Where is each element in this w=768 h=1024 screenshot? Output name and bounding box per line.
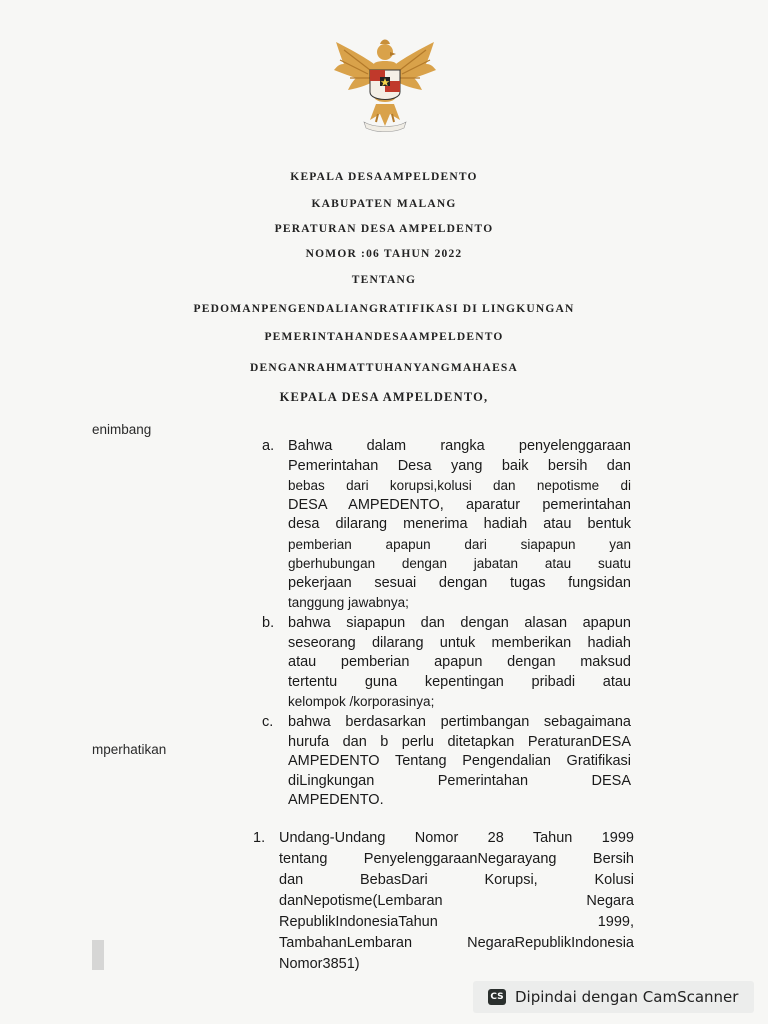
camscanner-text: Dipindai dengan CamScanner <box>515 988 739 1006</box>
header-subject-line2: PEMERINTAHANDESAAMPELDENTO <box>264 331 504 343</box>
legal-basis-1-marker: 1. <box>253 830 266 846</box>
consideration-b-line: seseorang dilarang untuk memberikan hadiah <box>288 634 631 651</box>
label-memperhatikan: mperhatikan <box>92 742 167 757</box>
consideration-a-line: DESA AMPEDENTO, aparatur pemerintahan <box>288 496 631 513</box>
consideration-c-marker: c. <box>262 714 274 730</box>
legal-basis-1-line: Undang-Undang Nomor 28 Tahun 1999 <box>279 830 634 846</box>
consideration-b-line: atau pemberian apapun dengan maksud <box>288 654 631 670</box>
consideration-a-line: gberhubungan dengan jabatan atau suatu <box>288 556 631 571</box>
camscanner-logo-icon: CS <box>488 989 506 1005</box>
header-regulation-type: PERATURAN DESA AMPELDENTO <box>274 223 494 235</box>
legal-basis-1-line: danNepotisme(Lembaran Negara <box>279 893 634 909</box>
consideration-a-line: pemberian apapun dari siapapun yan <box>288 536 631 552</box>
header-authority: KEPALA DESA AMPELDENTO, <box>279 390 489 404</box>
legal-basis-1-line: dan BebasDari Korupsi, Kolusi <box>279 872 634 888</box>
consideration-a-line: Pemerintahan Desa yang baik bersih dan <box>288 457 631 474</box>
consideration-a-marker: a. <box>262 438 275 454</box>
camscanner-badge <box>473 981 754 1013</box>
header-tentang: TENTANG <box>351 274 417 286</box>
garuda-emblem-icon <box>330 30 440 135</box>
consideration-c-line: AMPEDENTO. <box>288 792 384 808</box>
legal-basis-1-line: RepublikIndonesiaTahun 1999, <box>279 914 634 930</box>
legal-basis-1-line: Nomor3851) <box>279 956 360 972</box>
consideration-b-line: kelompok /korporasinya; <box>288 694 435 709</box>
consideration-a-line: tanggung jawabnya; <box>288 595 409 610</box>
consideration-c-line: hurufa dan b perlu ditetapkan PeraturanDESA <box>288 733 631 750</box>
header-regulation-number: NOMOR :06 TAHUN 2022 <box>305 248 463 260</box>
consideration-c-line: diLingkungan Pemerintahan DESA <box>288 772 631 789</box>
consideration-c-line: bahwa berdasarkan pertimbangan sebagaimana <box>288 714 631 730</box>
consideration-a-line: pekerjaan sesuai dengan tugas fungsidan <box>288 574 631 591</box>
consideration-a-line: Bahwa dalam rangka penyelenggaraan <box>288 438 631 454</box>
consideration-c-line: AMPEDENTO Tentang Pengendalian Gratifikasi <box>288 753 631 769</box>
consideration-b-marker: b. <box>262 615 275 631</box>
legal-basis-1-line: TambahanLembaran NegaraRepublikIndonesia <box>279 935 634 951</box>
consideration-b-line: tertentu guna kepentingan pribadi atau <box>288 673 631 690</box>
consideration-a-line: desa dilarang menerima hadiah atau bentuk <box>288 516 631 532</box>
header-subject-line1: PEDOMANPENGENDALIANGRATIFIKASI DI LINGKUNGAN <box>193 303 575 315</box>
header-invocation: DENGANRAHMATTUHANYANGMAHAESA <box>249 362 519 374</box>
consideration-b-line: bahwa siapapun dan dengan alasan apapun <box>288 615 631 631</box>
header-institution: KEPALA DESAAMPELDENTO <box>290 171 478 183</box>
label-menimbang: enimbang <box>92 422 152 437</box>
scan-shadow <box>92 940 104 970</box>
legal-basis-1-line: tentang PenyelenggaraanNegarayang Bersih <box>279 851 634 867</box>
consideration-a-line: bebas dari korupsi,kolusi dan nepotisme di <box>288 478 631 493</box>
header-kabupaten: KABUPATEN MALANG <box>311 198 457 210</box>
